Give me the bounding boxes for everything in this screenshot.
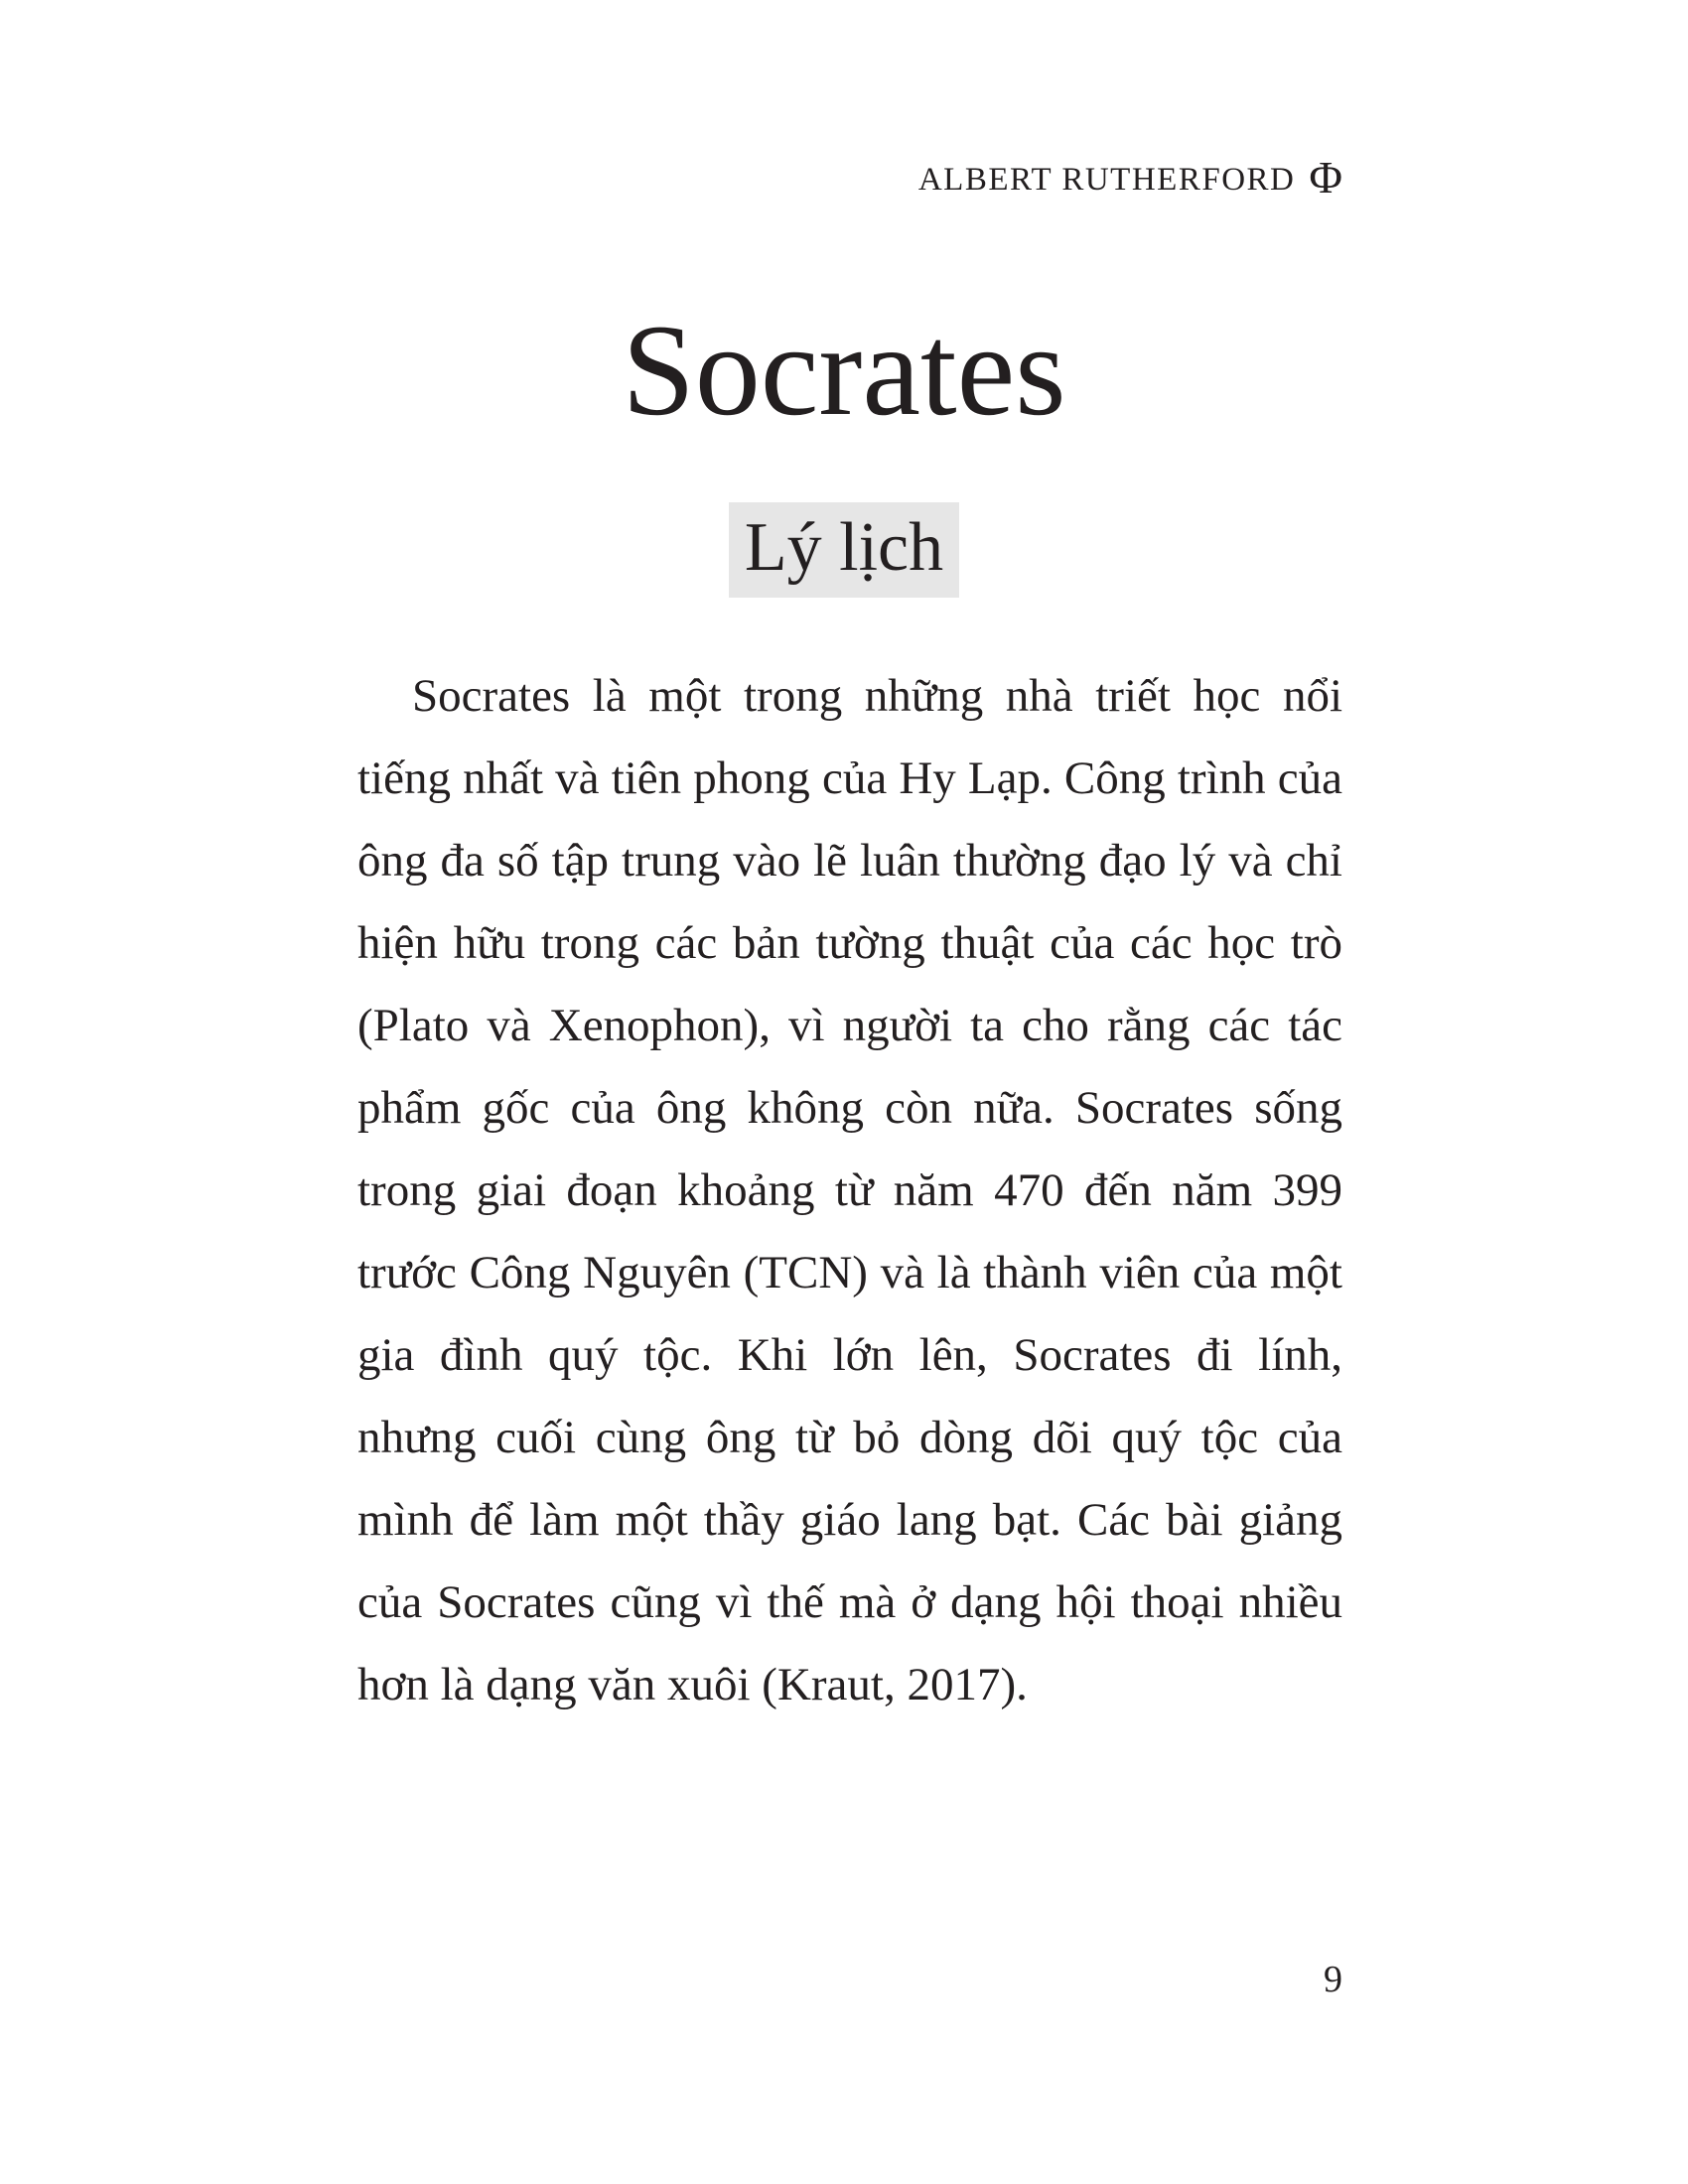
page-number: 9 [1324, 1959, 1342, 2000]
body-paragraph: Socrates là một trong những nhà triết học nổi tiếng nhất và tiên phong của Hy Lạp. Công trình của ông đa số tập trung vào lẽ luân thường đạo lý và chỉ hiện hữu trong các bản tường thuật của các học trò (Plato và Xenophon), vì người ta cho rằng các tác phẩm gốc của ông không còn nữa. Socrates sống trong giai đoạn khoảng từ năm 470 đến năm 399 trước Công Nguyên (TCN) và là thành viên của một gia đình quý tộc. Khi lớn lên, Socrates đi lính, nhưng cuối cùng ông từ bỏ dòng dõi quý tộc của mình để làm một thầy giáo lang bạt. Các bài giảng của Socrates cũng vì thế mà ở dạng hội thoại nhiều hơn là dạng văn xuôi (Kraut, 2017). [357, 670, 1342, 1710]
section-heading-container [0, 502, 1688, 598]
phi-symbol-icon: Φ [1309, 152, 1342, 203]
running-header-author: ALBERT RUTHERFORD [917, 161, 1296, 198]
section-heading: Lý lịch [729, 502, 959, 598]
chapter-title: Socrates [622, 297, 1066, 443]
running-header [917, 152, 1342, 203]
